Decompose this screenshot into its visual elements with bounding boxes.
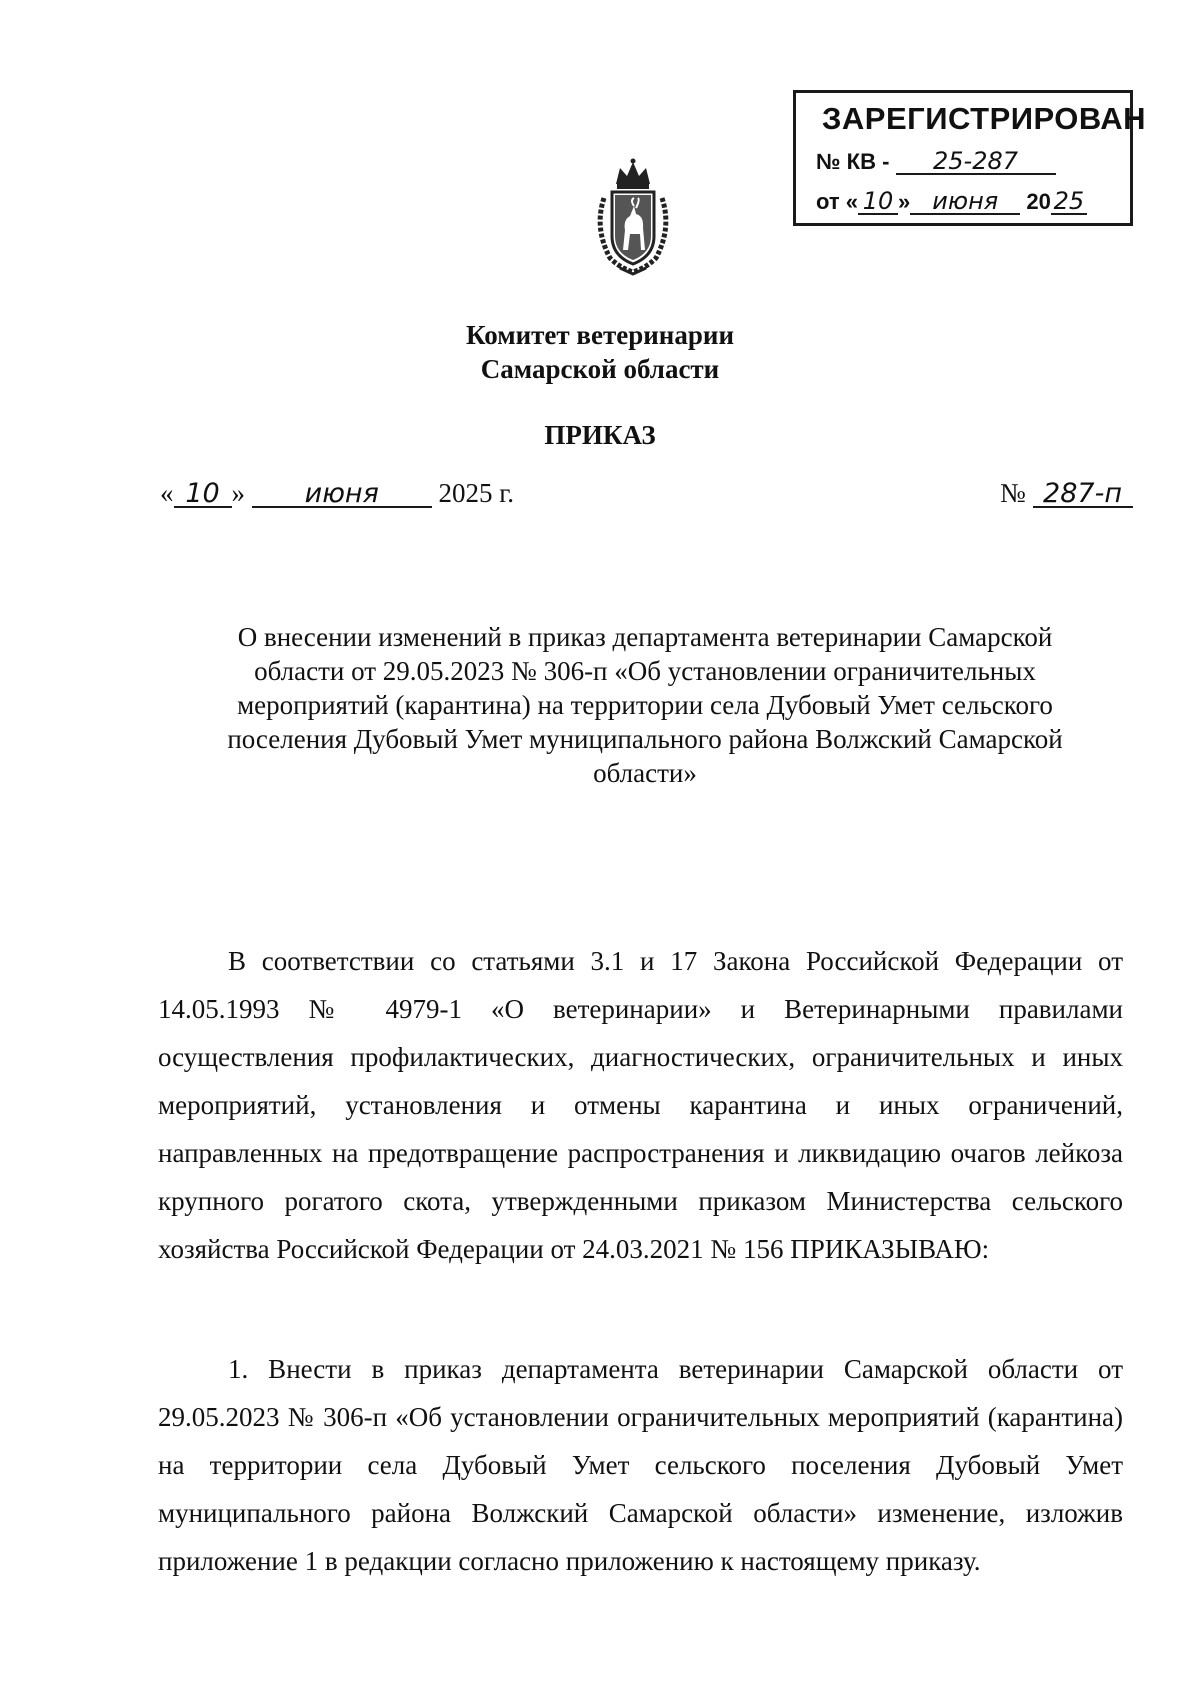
- stamp-number-value: 25-287: [896, 149, 1056, 175]
- order-number: [1000, 478, 1133, 509]
- order-date-month: июня: [252, 482, 432, 508]
- stamp-number-row: [816, 149, 1056, 175]
- stamp-date-prefix: от «: [816, 189, 859, 214]
- stamp-number-prefix: № КВ -: [816, 149, 890, 174]
- stamp-date-month: июня: [910, 189, 1020, 215]
- order-date-close-quote: »: [231, 478, 245, 508]
- stamp-date-day: 10: [858, 189, 898, 215]
- organization-line1: Комитет ветеринарии: [466, 320, 734, 350]
- stamp-title: ЗАРЕГИСТРИРОВАН: [822, 101, 1147, 136]
- organization-line2: Самарской области: [480, 354, 720, 384]
- stamp-date-row: [816, 189, 1087, 215]
- body-paragraph-1: В соответствии со статьями 3.1 и 17 Закона Российской Федерации от 14.05.1993 № 4979-1 «О ветеринарии» и Ветеринарными правилами осуществления профилактических, диагностических, ограничительных и иных мероприятий, установления и отмены карантина и иных ограничений, направленных на предотвращение распространения и ликвидацию очагов лейкоза крупного рогатого скота, утвержденными приказом Министерства сельского хозяйства Российской Федерации от 24.03.2021 № 156 ПРИКАЗЫВАЮ:: [158, 946, 1123, 1264]
- order-subject: О внесении изменений в приказ департамента ветеринарии Самарской области от 29.05.2023 № 306-п «Об установлении ограничительных мероприятий (карантина) на территории села Дубовый Умет сельского поселения Дубовый Умет муниципального района Волжский Самарской области»: [227, 622, 1063, 788]
- samara-coat-of-arms-icon: [590, 158, 676, 278]
- document-type: ПРИКАЗ: [544, 420, 656, 450]
- order-date: [160, 478, 514, 509]
- order-number-prefix: №: [1000, 478, 1026, 508]
- registration-stamp: [793, 90, 1147, 226]
- stamp-date-year-suffix: 25: [1051, 189, 1087, 215]
- order-date-day: 10: [174, 482, 232, 508]
- stamp-date-mid: »: [898, 189, 911, 214]
- order-date-open-quote: «: [160, 478, 174, 508]
- order-number-value: 287-п: [1033, 482, 1133, 508]
- body-paragraph-2: 1. Внести в приказ департамента ветеринарии Самарской области от 29.05.2023 № 306-п «Об установлении ограничительных мероприятий (карантина) на территории села Дубовый Умет сельского поселения Дубовый Умет муниципального района Волжский Самарской области» изменение, изложив приложение 1 в редакции согласно приложению к настоящему приказу.: [158, 1354, 1123, 1576]
- stamp-date-year-prefix: 20: [1026, 189, 1051, 214]
- order-date-year: 2025 г.: [438, 478, 515, 508]
- organization-name: [0, 318, 1200, 386]
